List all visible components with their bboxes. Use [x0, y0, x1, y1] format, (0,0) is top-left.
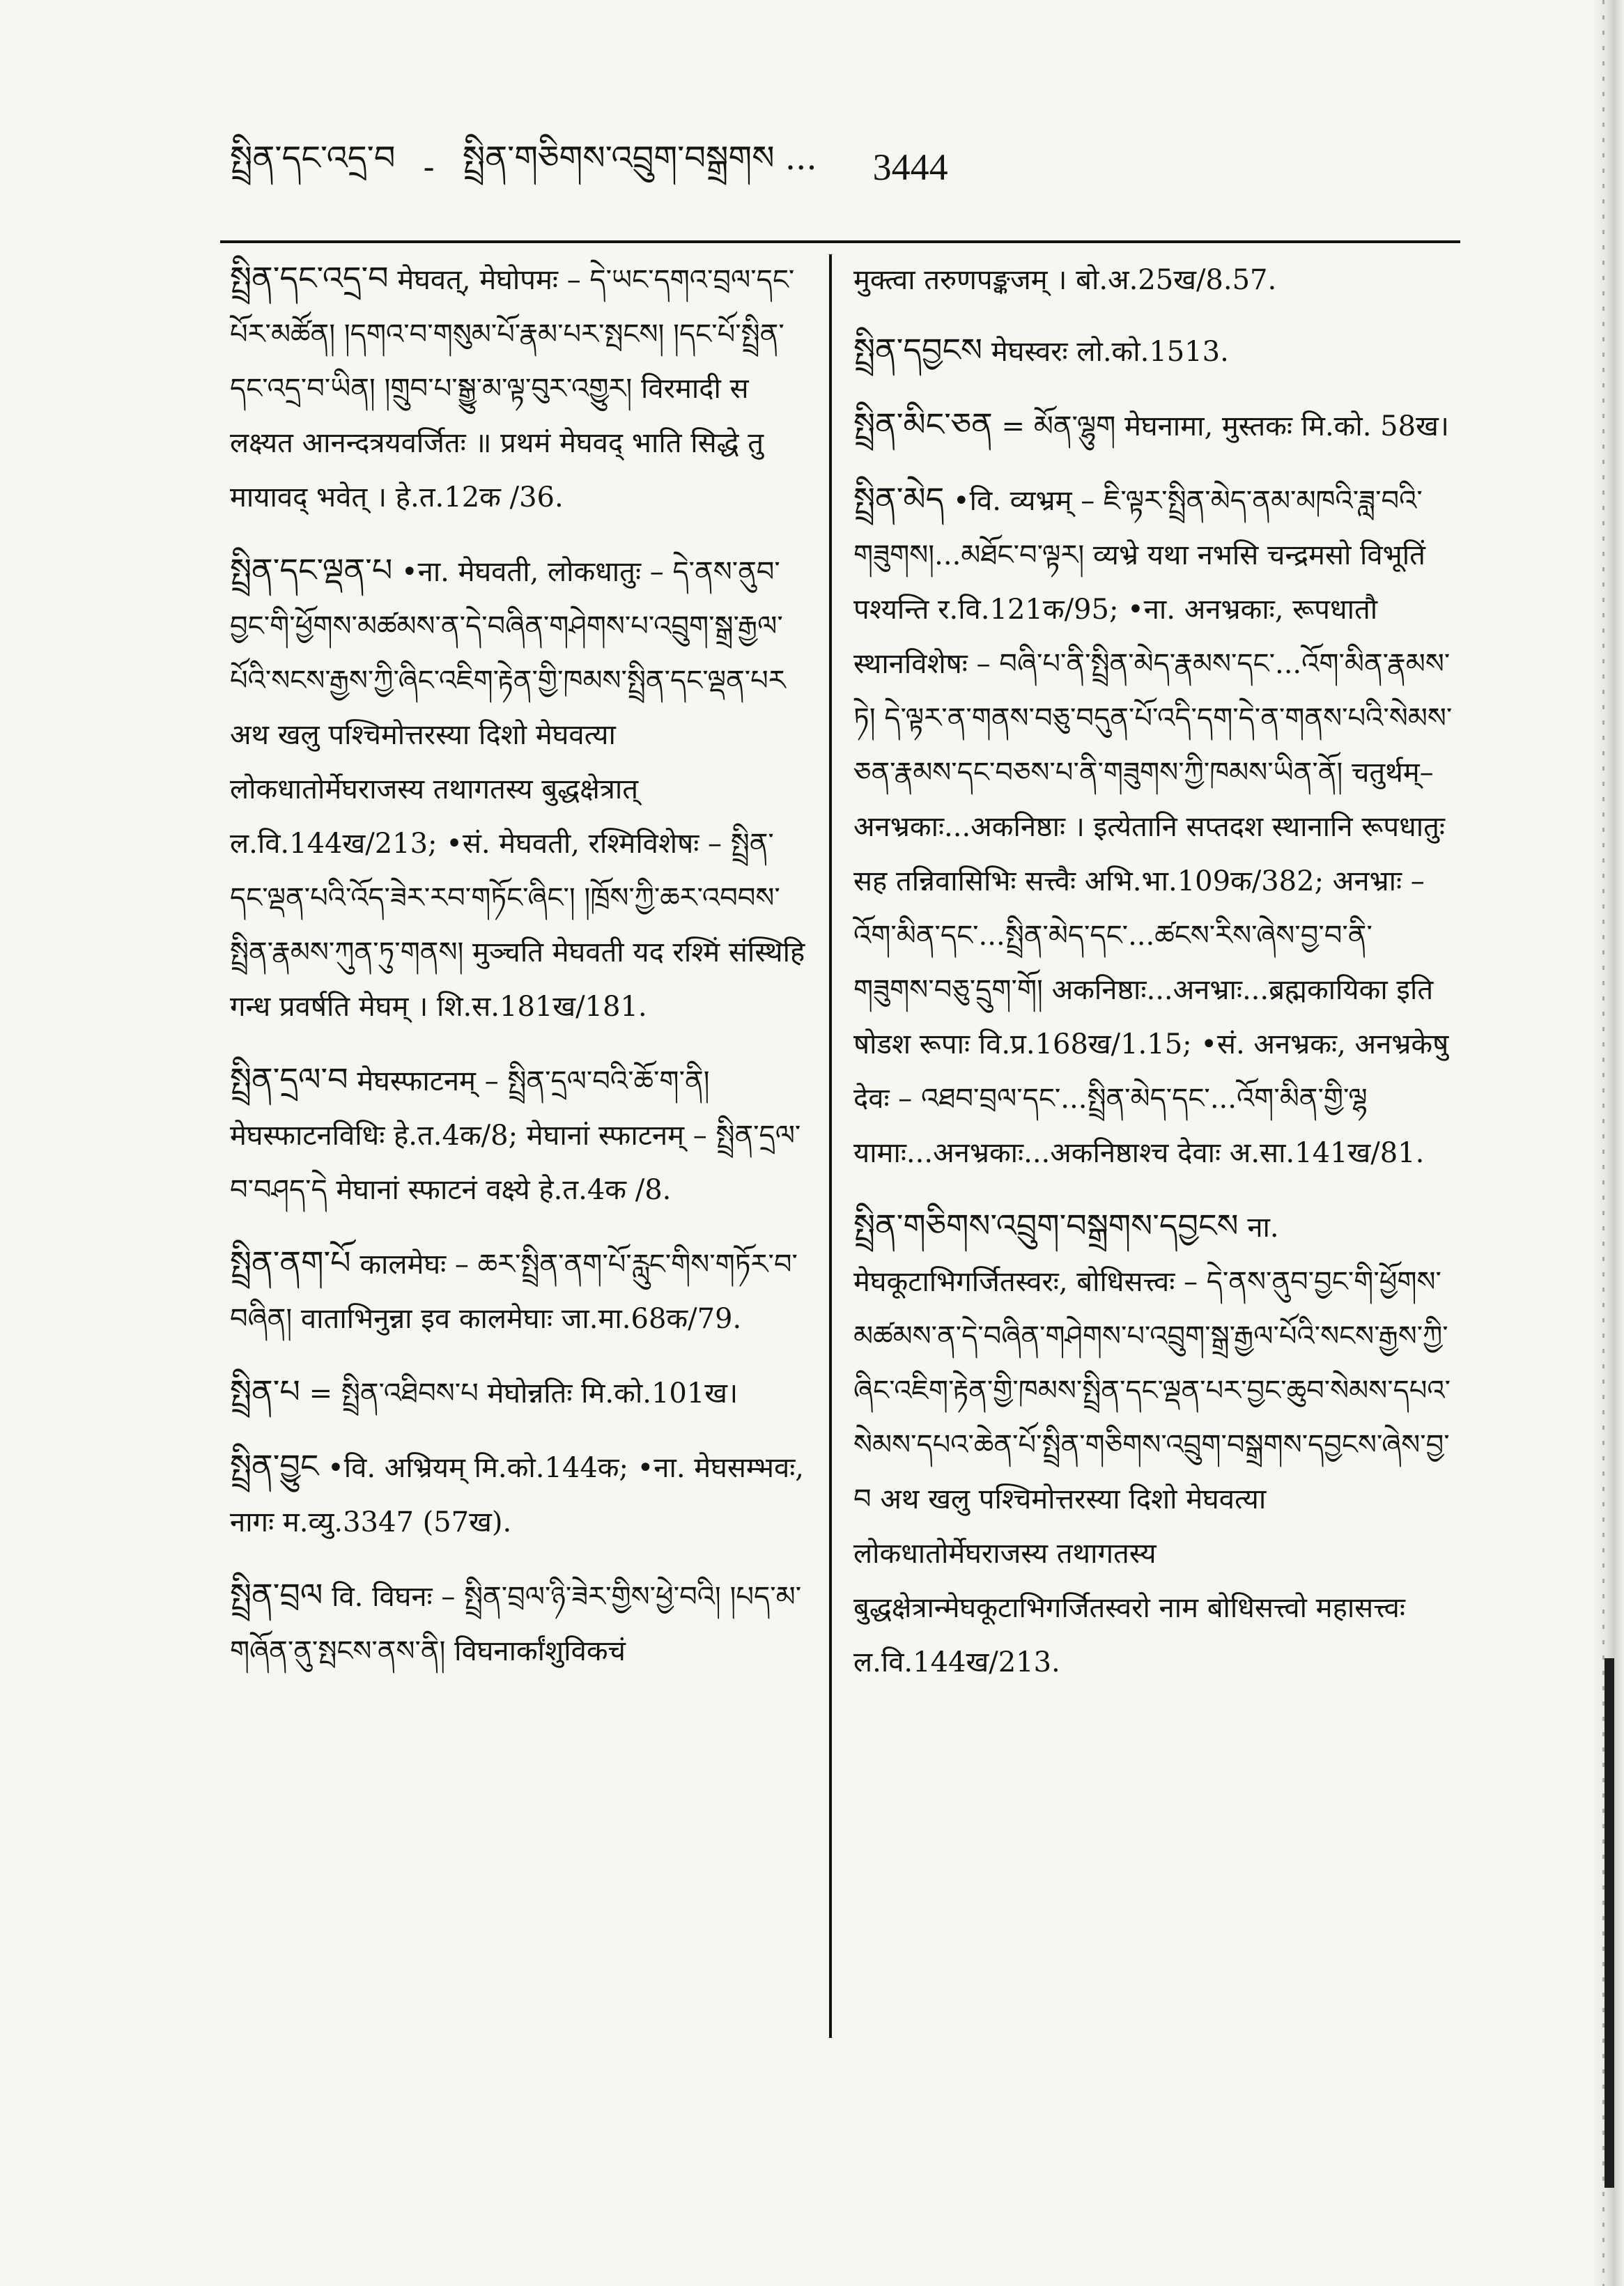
- column-divider: [829, 254, 832, 2038]
- left-column: [230, 251, 808, 1697]
- entry-text: ना. मेघकूटाभिगर्जितस्वरः, बोधिसत्त्वः – དེ་ནས་ནུབ་བྱང་གི་ཕྱོགས་མཚམས་ན་དེ་བཞིན་གཤེགས་པ་འབྲུག་སྒྲ་རྒྱལ་པོའི་སངས་རྒྱས་ཀྱི་ཞིང་འཇིག་རྟེན་གྱི་ཁམས་སྤྲིན་དང་ལྡན་པར་བྱང་ཆུབ་སེམས་དཔའ་སེམས་དཔའ་ཆེན་པོ་སྤྲིན་གཅིགས་འབྲུག་བསྒྲགས་དབྱངས་ཞེས་བྱ་བ अथ खलु पश्चिमोत्तरस्या दिशो मेघवत्या लोकधातोर्मेघराजस्य तथागतस्य बुद्धक्षेत्रान्मेघकूटाभिगर्जितस्वरो नाम बोधिसत्त्वो महासत्त्वः ल.वि.144ख/213.: [853, 1212, 1451, 1678]
- entry-text: मुक्त्वा तरुणपङ्कजम् । बो.अ.25ख/8.57.: [853, 264, 1277, 296]
- dictionary-entry: [853, 1198, 1453, 1690]
- dictionary-entry: [853, 323, 1453, 379]
- entry-headword: སྤྲིན་དབྱངས: [853, 331, 983, 369]
- entry-headword: སྤྲིན་མེད: [853, 480, 945, 518]
- entry-text: कालमेघः – ཆར་སྤྲིན་ནག་པོ་རླུང་གིས་གཏོར་བ་བཞིན། वाताभिनुन्ना इव कालमेघाः जा.मा.68क/79.: [230, 1249, 798, 1335]
- dictionary-entry: [230, 1364, 808, 1421]
- right-column: [853, 251, 1453, 1708]
- header-right-headword: སྤྲིན་གཅིགས་འབྲུག་བསྒྲགས ...: [462, 138, 817, 178]
- header-separator: -: [423, 148, 435, 187]
- dictionary-entry: [230, 543, 808, 1034]
- entry-headword: སྤྲིན་དང་ལྡན་པ: [230, 551, 393, 589]
- entry-headword: སྤྲིན་གཅིགས་འབྲུག་བསྒྲགས་དབྱངས: [853, 1207, 1239, 1244]
- dictionary-entry: [853, 472, 1453, 1180]
- entry-text: वि. विघनः – སྤྲིན་བྲལ་ཉི་ཟེར་གྱིས་ཕྱེ་བའི། །པད་མ་གཞོན་ནུ་སྤངས་ནས་ནི། विघनार्कांशुविकचं: [230, 1581, 802, 1667]
- entry-headword: སྤྲིན་བྱུང: [230, 1447, 319, 1485]
- dictionary-entry-continuation: [853, 251, 1453, 307]
- header-left-headword: སྤྲིན་དང་འདྲ་བ: [230, 138, 396, 178]
- dictionary-entry: [230, 251, 808, 525]
- entry-text: •वि. व्यभ्रम् – ཇི་ལྟར་སྤྲིན་མེད་ནམ་མཁའི་ཟླ་བའི་གཟུགས།...མཐོང་བ་ལྟར། व्यभ्रे यथा नभसि चन्द्रमसो विभूतिं पश्यन्ति र.वि.121क/95; •ना. अनभ्रकाः, रूपधातौ स्थानविशेषः – བཞི་པ་ནི་སྤྲིན་མེད་རྣམས་དང་...འོག་མིན་རྣམས་ཏེ། དེ་ལྟར་ན་གནས་བཅུ་བདུན་པོ་འདི་དག་དེ་ན་གནས་པའི་སེམས་ཅན་རྣམས་དང་བཅས་པ་ནི་གཟུགས་ཀྱི་ཁམས་ཡིན་ནོ། चतुर्थम्–अनभ्रकाः...अकनिष्ठाः । इत्येतानि सप्तदश स्थानानि रूपधातुः सह तन्निवासिभिः सत्त्वैः अभि.भा.109क/382; अनभ्राः – འོག་མིན་དང་...སྤྲིན་མེད་དང་...ཚངས་རིས་ཞེས་བྱ་བ་ནི་གཟུགས་བཅུ་དྲུག་གོ། अकनिष्ठाः...अनभ्राः...ब्रह्मकायिका इति षोडश रूपाः वि.प्र.168ख/1.15; •सं. अनभ्रकः, अनभ्रकेषु देवः – འཐབ་བྲལ་དང་...སྤྲིན་མེད་དང་...འོག་མིན་གྱི་ལྷ यामाः...अनभ्रकाः...अकनिष्ठाश्च देवाः अ.सा.141ख/81.: [853, 485, 1453, 1169]
- entry-headword: སྤྲིན་དྲལ་བ: [230, 1060, 348, 1098]
- header-rule: [220, 240, 1460, 243]
- entry-text: मेघवत्, मेघोपमः – དེ་ཡང་དགའ་བྲལ་དང་པོར་མཚོན། །དགའ་བ་གསུམ་པོ་རྣམ་པར་སྤངས། །དང་པོ་སྤྲིན་དང་འདྲ་བ་ཡིན། །གྲུབ་པ་སྒྱུ་མ་ལྟ་བུར་འགྱུར། विरमादी स लक्ष्यत आनन्दत्रयवर्जितः ॥ प्रथमं मेघवद् भाति सिद्धे तु मायावद् भवेत् । हे.त.12क /36.: [230, 264, 795, 513]
- dictionary-entry: [853, 397, 1453, 454]
- page-number: 3444: [872, 146, 948, 188]
- entry-text: = མོན་ལྷུག मेघनामा, मुस्तकः मि.को. 58ख।: [1001, 410, 1449, 442]
- page-header: [230, 132, 1414, 202]
- entry-text: मेघस्फाटनम् – སྤྲིན་དྲལ་བའི་ཆོ་ག་ནི། मेघस्फाटनविधिः हे.त.4क/8; मेघानां स्फाटनम् – སྤྲིན་དྲལ་བ་བཤད་དེ मेघानां स्फाटनं वक्ष्ये हे.त.4क /8.: [230, 1065, 801, 1206]
- entry-headword: སྤྲིན་དང་འདྲ་བ: [230, 259, 389, 297]
- entry-text: •वि. अभ्रियम् मि.को.144क; •ना. मेघसम्भवः, नागः म.व्यु.3347 (57ख).: [230, 1452, 805, 1538]
- dictionary-entry: [230, 1439, 808, 1550]
- entry-headword: སྤྲིན་བྲལ: [230, 1576, 323, 1614]
- entry-text: मेघस्वरः लो.को.1513.: [991, 336, 1229, 368]
- dictionary-entry: [230, 1568, 808, 1678]
- entry-headword: སྤྲིན་པ: [230, 1373, 300, 1410]
- entry-text: = སྤྲིན་འཐིབས་པ मेघोन्नतिः मि.को.101ख।: [309, 1377, 738, 1410]
- entry-headword: སྤྲིན་ནག་པོ: [230, 1244, 351, 1281]
- dictionary-entry: [230, 1052, 808, 1217]
- entry-headword: སྤྲིན་མིང་ཅན: [853, 406, 993, 443]
- scan-dark-bar: [1604, 1658, 1614, 2188]
- dictionary-entry: [230, 1235, 808, 1346]
- entry-text: •ना. मेघवती, लोकधातुः – དེ་ནས་ནུབ་བྱང་གི་ཕྱོགས་མཚམས་ན་དེ་བཞིན་གཤེགས་པ་འབྲུག་སྒྲ་རྒྱལ་པོའི་སངས་རྒྱས་ཀྱི་ཞིང་འཇིག་རྟེན་གྱི་ཁམས་སྤྲིན་དང་ལྡན་པར अथ खलु पश्चिमोत्तरस्या दिशो मेघवत्या लोकधातोर्मेघराजस्य तथागतस्य बुद्धक्षेत्रात् ल.वि.144ख/213; •सं. मेघवती, रश्मिविशेषः – སྤྲིན་དང་ལྡན་པའི་འོད་ཟེར་རབ་གཏོང་ཞིང་། །ཁྲོས་ཀྱི་ཆར་འབབས་སྤྲིན་རྣམས་ཀུན་ཏུ་གནས། मुञ्चति मेघवती यद रश्मिं संस्थिहि गन्ध प्रवर्षति मेघम् । शि.स.181ख/181.: [230, 556, 805, 1023]
